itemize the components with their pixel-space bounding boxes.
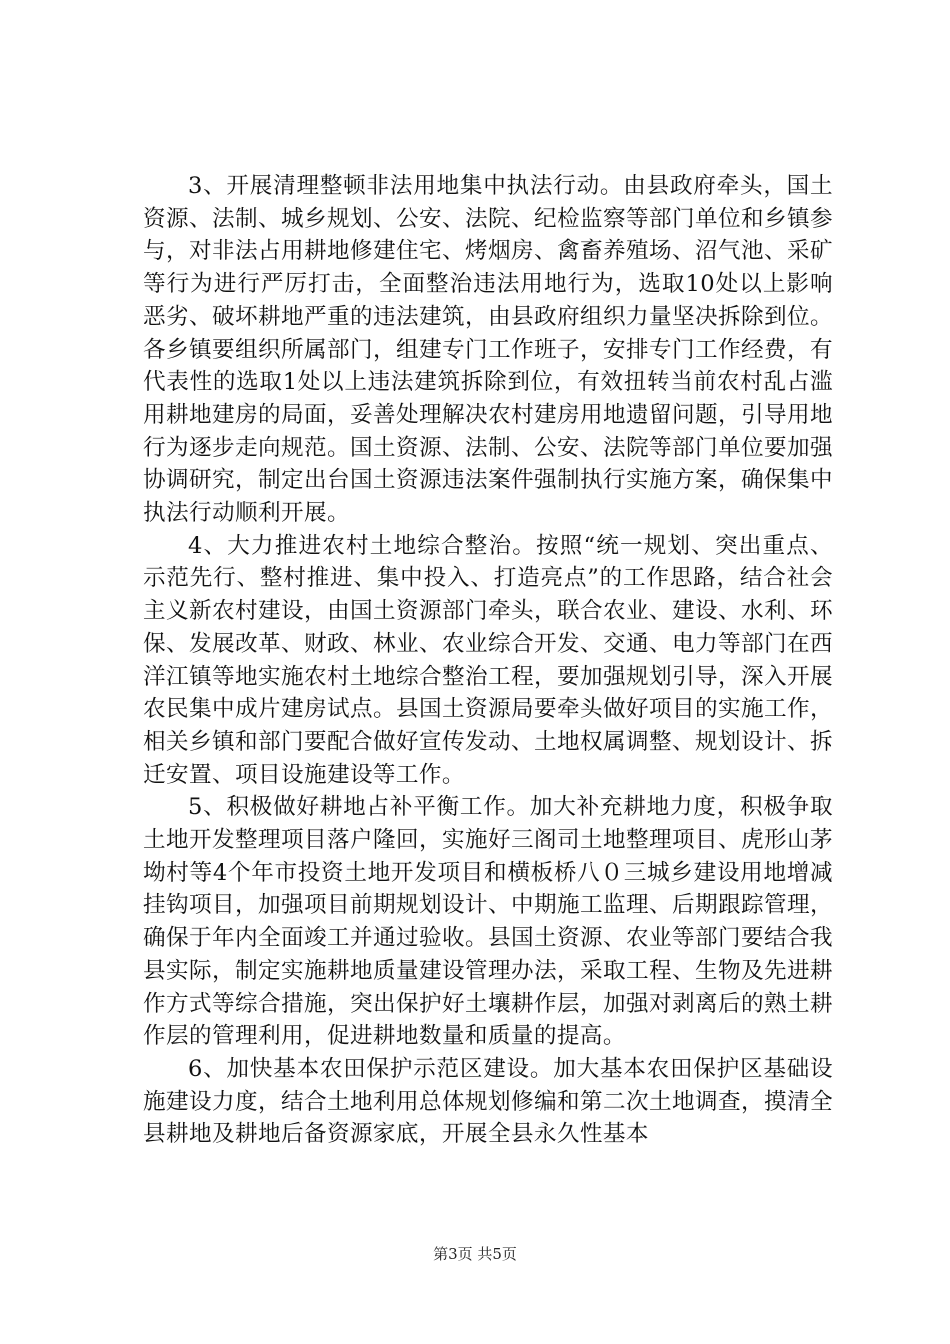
paragraph-5: 5、积极做好耕地占补平衡工作。加大补充耕地力度，积极争取土地开发整理项目落户隆回，实施好三阁司土地整理项目、虎形山茅坳村等4个年市投资土地开发项目和横板桥八０三城乡建设用地增减挂钩项目，加强项目前期规划设计、中期施工监理、后期跟踪管理，确保于年内全面竣工并通过验收。县国土资源、农业等部门要结合我县实际，制定实施耕地质量建设管理办法，采取工程、生物及先进耕作方式等综合措施，突出保护好土壤耕作层，加强对剥离后的熟土耕作层的管理利用，促进耕地数量和质量的提高。 — [143, 794, 833, 1050]
paragraph-3: 3、开展清理整顿非法用地集中执法行动。由县政府牵头，国土资源、法制、城乡规划、公安、法院、纪检监察等部门单位和乡镇参与，对非法占用耕地修建住宅、烤烟房、禽畜养殖场、沼气池、采矿等行为进行严厉打击，全面整治违法用地行为，选取10处以上影响恶劣、破坏耕地严重的违法建筑，由县政府组织力量坚决拆除到位。各乡镇要组织所属部门，组建专门工作班子，安排专门工作经费，有代表性的选取1处以上违法建筑拆除到位，有效扭转当前农村乱占滥用耕地建房的局面，妥善处理解决农村建房用地遗留问题，引导用地行为逐步走向规范。国土资源、法制、公安、法院等部门单位要加强协调研究，制定出台国土资源违法案件强制执行实施方案，确保集中执法行动顺利开展。 — [143, 173, 833, 527]
paragraph-6: 6、加快基本农田保护示范区建设。加大基本农田保护区基础设施建设力度，结合土地利用总体规划修编和第二次土地调查，摸清全县耕地及耕地后备资源家底，开展全县永久性基本 — [143, 1055, 833, 1148]
page-number-footer: 第3页 共5页 — [433, 1245, 517, 1263]
paragraph-4: 4、大力推进农村土地综合整治。按照“统一规划、突出重点、示范先行、整村推进、集中投入、打造亮点”的工作思路，结合社会主义新农村建设，由国土资源部门牵头，联合农业、建设、水利、环保、发展改革、财政、林业、农业综合开发、交通、电力等部门在西洋江镇等地实施农村土地综合整治工程，要加强规划引导，深入开展农民集中成片建房试点。县国土资源局要牵头做好项目的实施工作，相关乡镇和部门要配合做好宣传发动、土地权属调整、规划设计、拆迁安置、项目设施建设等工作。 — [143, 532, 833, 788]
document-body — [143, 170, 833, 1151]
